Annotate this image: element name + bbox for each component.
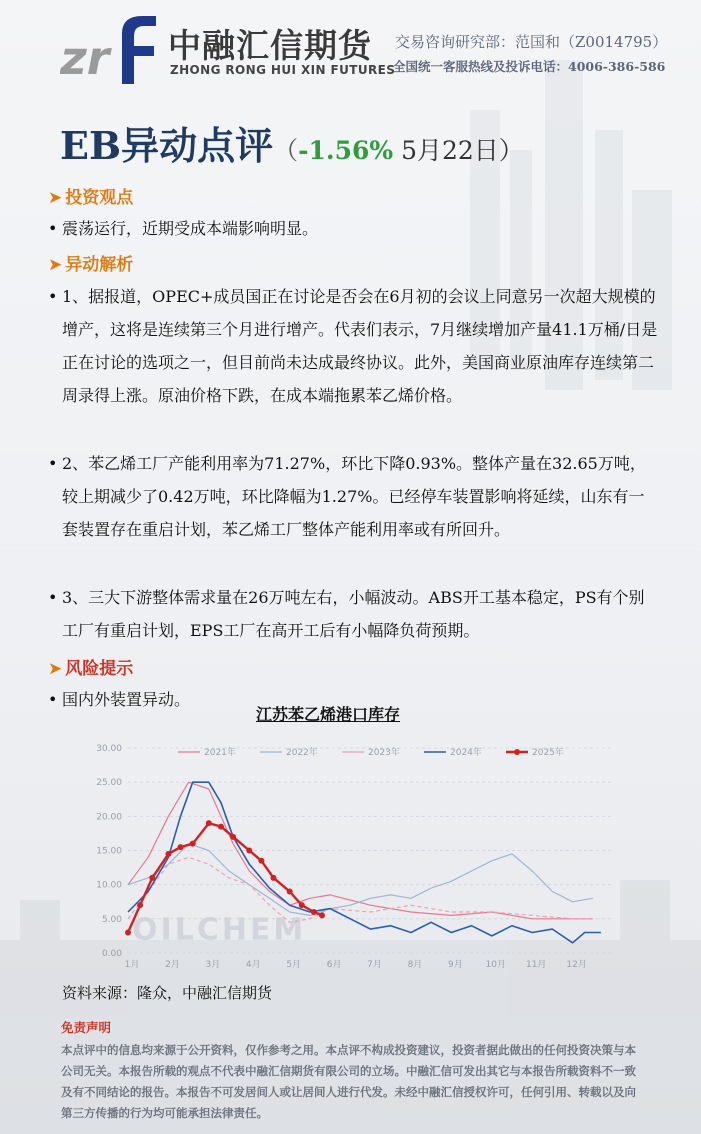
- y-tick-label: 5.00: [101, 914, 122, 925]
- x-tick-label: 9月: [448, 960, 463, 970]
- contact-department: 交易咨询研究部：范国和（Z0014795）: [395, 33, 668, 51]
- y-tick-label: 15.00: [96, 846, 122, 857]
- series-point: [125, 930, 131, 936]
- series-point: [149, 875, 155, 881]
- legend-label: 2025年: [532, 748, 564, 758]
- x-tick-label: 2月: [165, 960, 180, 970]
- inventory-line-chart: [78, 728, 638, 978]
- analysis-item-3: [48, 581, 660, 647]
- section-head-risk: [48, 654, 133, 679]
- legend-label: 2023年: [368, 748, 400, 758]
- x-tick-label: 12月: [566, 960, 587, 970]
- analysis-text-1: 1、据报道，OPEC+成员国正在讨论是否会在6月初的会议上同意另一次超大规模的增产，这将是连续第三个月进行增产。代表们表示，7月继续增加产量41.1万桶/日是正在讨论的选项之一，但目前尚未达成最终协议。此外，美国商业原油库存连续第二周录得上涨。原油价格下跌，在成本端拖累苯乙烯价格。: [62, 287, 658, 405]
- y-tick-label: 25.00: [96, 778, 122, 789]
- risk-text: 国内外装置异动。: [62, 690, 191, 709]
- logo-english-name: ZHONG RONG HUI XIN FUTURES: [170, 63, 396, 77]
- x-tick-label: 4月: [245, 960, 261, 970]
- series-line-2021年: [128, 782, 593, 919]
- arrow-right-icon: ➤: [48, 188, 63, 208]
- legend-label: 2024年: [450, 748, 482, 758]
- page-title: [60, 115, 524, 170]
- view-text: 震荡运行，近期受成本端影响明显。: [62, 219, 319, 238]
- series-line-2022年: [128, 844, 593, 916]
- arrow-right-icon: ➤: [48, 255, 63, 275]
- company-logo-icon: [60, 12, 160, 84]
- y-tick-label: 30.00: [96, 744, 122, 754]
- chart-watermark: OILCHEM: [132, 912, 307, 948]
- header: [0, 0, 701, 95]
- legend-marker: [514, 749, 520, 755]
- series-point: [206, 820, 212, 826]
- y-tick-label: 20.00: [96, 812, 122, 823]
- logo-chinese-name: 中融汇信期货: [168, 26, 372, 65]
- y-tick-label: 0.00: [101, 949, 122, 959]
- x-tick-label: 10月: [485, 960, 507, 970]
- x-tick-label: 3月: [205, 960, 221, 970]
- analysis-text-3: 3、三大下游整体需求量在26万吨左右，小幅波动。ABS开工基本稳定，PS有个别工厂有重启计划，EPS工厂在高开工后有小幅降负荷预期。: [62, 588, 645, 640]
- x-tick-label: 11月: [525, 960, 547, 970]
- x-tick-label: 5月: [286, 960, 302, 970]
- bullet-dot-icon: •: [48, 287, 58, 306]
- view-item: [48, 212, 660, 245]
- title-date: 5月22日）: [393, 136, 524, 165]
- bullet-dot-icon: •: [48, 690, 58, 709]
- contact-hotline: 全国统一客服热线及投诉电话：4006-386-586: [393, 59, 666, 74]
- series-point: [190, 841, 196, 847]
- disclaimer-title: 免责声明: [61, 1020, 112, 1035]
- analysis-item-1: [48, 280, 660, 412]
- series-point: [299, 902, 305, 908]
- analysis-item-2: [48, 447, 660, 546]
- section-head-view-label: 投资观点: [65, 188, 134, 208]
- series-point: [258, 858, 264, 864]
- x-tick-label: 6月: [326, 960, 342, 970]
- x-tick-label: 7月: [367, 960, 382, 970]
- bullet-dot-icon: •: [48, 219, 58, 238]
- disclaimer-body: 本点评中的信息均来源于公开资料，仅作参考之用。本点评不构成投资建议，投资者据此做出的任何投资决策与本公司无关。本报告所载的观点不代表中融汇信期货有限公司的立场。中融汇信可发出其它与本报告所载资料不一致及有不同结论的报告。本报告不可发居间人或让居间人进行代发。未经中融汇信授权许可，任何引用、转载以及向第三方传播的行为均可能承担法律责任。: [61, 1043, 636, 1120]
- analysis-text-2: 2、苯乙烯工厂产能利用率为71.27%，环比下降0.93%。整体产量在32.65万吨，较上期减少了0.42万吨，环比降幅为1.27%。已经停车装置影响将延续，山东有一套装置存在重启计划，苯乙烯工厂整体产能利用率或有所回升。: [62, 454, 646, 539]
- series-point: [178, 844, 184, 850]
- chart-title: 江苏苯乙烯港口库存: [256, 705, 401, 724]
- series-point: [230, 834, 236, 840]
- x-tick-label: 8月: [407, 960, 423, 970]
- section-head-risk-label: 风险提示: [65, 659, 134, 679]
- legend-label: 2022年: [286, 748, 318, 758]
- section-head-analysis-label: 异动解析: [65, 255, 134, 275]
- bullet-dot-icon: •: [48, 454, 58, 473]
- series-point: [271, 875, 277, 881]
- title-change: -1.56%: [298, 136, 394, 165]
- x-tick-label: 1月: [124, 960, 140, 970]
- arrow-right-icon: ➤: [48, 659, 63, 679]
- bullet-dot-icon: •: [48, 588, 58, 607]
- y-tick-label: 10.00: [96, 880, 122, 891]
- title-main: EB异动点评: [60, 123, 274, 168]
- series-point: [137, 902, 143, 908]
- legend-label: 2021年: [204, 748, 236, 758]
- series-point: [165, 851, 171, 857]
- section-head-view: [48, 183, 133, 208]
- series-point: [311, 909, 317, 915]
- series-point: [218, 824, 224, 830]
- section-head-analysis: [48, 250, 133, 275]
- data-source: 资料来源：隆众，中融汇信期货: [62, 984, 273, 1002]
- series-point: [287, 889, 293, 895]
- series-point: [246, 848, 252, 854]
- svg-text:zr: zr: [60, 31, 110, 84]
- title-paren: （: [273, 136, 299, 165]
- series-point: [319, 912, 325, 918]
